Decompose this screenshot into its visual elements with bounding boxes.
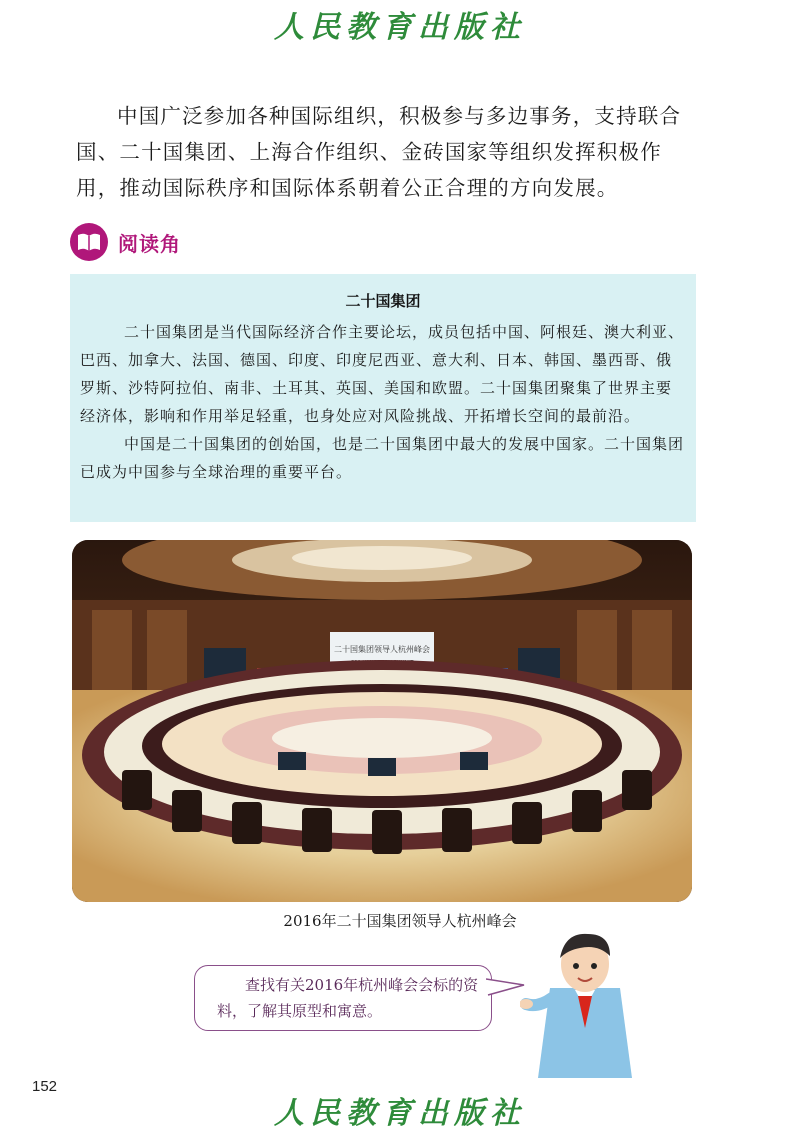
footer-watermark: 人民教育出版社 (274, 1096, 526, 1131)
reading-corner-label: 阅读角 (118, 231, 181, 256)
speech-bubble-text: 查找有关2016年杭州峰会会标的资料，了解其原型和寓意。 (217, 976, 479, 1020)
reading-corner-heading (70, 222, 181, 262)
reading-paragraph-2: 中国是二十国集团的创始国，也是二十国集团中最大的发展中国家。二十国集团已成为中国参与全球治理的重要平台。 (80, 435, 685, 481)
page-number: 152 (32, 1078, 58, 1095)
summit-photo (72, 540, 692, 902)
reading-box (70, 274, 696, 522)
intro-paragraph: 中国广泛参加各种国际组织，积极参与多边事务，支持联合国、二十国集团、上海合作组织、金砖国家等组织发挥积极作用，推动国际秩序和国际体系朝着公正合理的方向发展。 (76, 104, 682, 200)
reading-paragraph-1: 二十国集团是当代国际经济合作主要论坛，成员包括中国、阿根廷、澳大利亚、巴西、加拿大、法国、德国、印度、印度尼西亚、意大利、日本、韩国、墨西哥、俄罗斯、沙特阿拉伯、南非、土耳其、英国、美国和欧盟。二十国集团聚集了世界主要经济体，影响和作用举足轻重，也身处应对风险挑战、开拓增长空间的最前沿。 (80, 323, 685, 425)
reading-corner-icon (70, 223, 108, 261)
photo-banner-title: 二十国集团领导人杭州峰会 (334, 645, 430, 654)
header-watermark: 人民教育出版社 (274, 10, 526, 45)
boy-illustration-icon (520, 928, 650, 1078)
photo-caption: 2016年二十国集团领导人杭州峰会 (283, 912, 517, 930)
reading-title: 二十国集团 (345, 292, 421, 310)
speech-bubble (194, 965, 492, 1031)
